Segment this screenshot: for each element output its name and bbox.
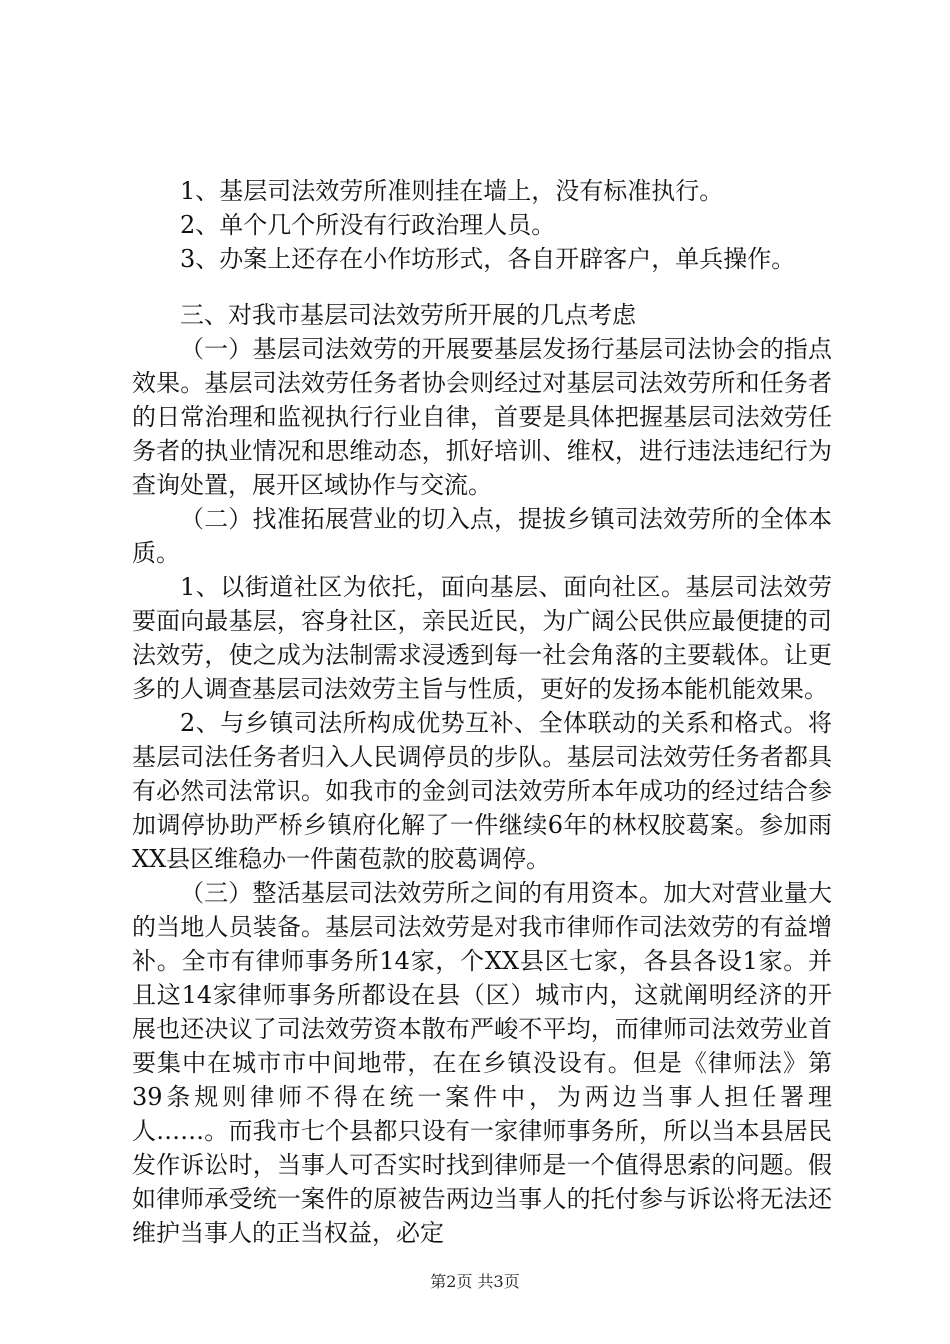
section-heading: 三、对我市基层司法效劳所开展的几点考虑 <box>180 301 636 329</box>
paragraph-4: 2、与乡镇司法所构成优势互补、全体联动的关系和格式。将基层司法任务者归入人民调停员的步队。基层司法效劳任务者都具有必然司法常识。如我市的金剑司法效劳所本年成功的经过结合参加调停协助严桥乡镇府化解了一件继续6年的林权胶葛案。参加雨XX县区维稳办一件菌苞款的胶葛调停。 <box>132 709 832 873</box>
paragraph-1: （一）基层司法效劳的开展要基层发扬行基层司法协会的指点效果。基层司法效劳任务者协会则经过对基层司法效劳所和任务者的日常治理和监视执行行业自律，首要是具体把握基层司法效劳任务者的执业情况和思维动态，抓好培训、维权，进行违法违纪行为查询处置，展开区域协作与交流。 <box>132 335 832 499</box>
page-footer: 第2页 共3页 <box>430 1272 520 1291</box>
document-body <box>132 174 832 1250</box>
list-item-3: 3、办案上还存在小作坊形式，各自开辟客户，单兵操作。 <box>180 245 796 273</box>
list-item-2: 2、单个几个所没有行政治理人员。 <box>180 211 556 239</box>
list-item-1: 1、基层司法效劳所准则挂在墙上，没有标准执行。 <box>180 177 724 205</box>
paragraph-3: 1、以街道社区为依托，面向基层、面向社区。基层司法效劳要面向最基层，容身社区，亲民近民，为广阔公民供应最便捷的司法效劳，使之成为法制需求浸透到每一社会角落的主要载体。让更多的人调查基层司法效劳主旨与性质，更好的发扬本能机能效果。 <box>132 573 832 703</box>
paragraph-5: （三）整活基层司法效劳所之间的有用资本。加大对营业量大的当地人员装备。基层司法效劳是对我市律师作司法效劳的有益增补。全市有律师事务所14家，个XX县区七家，各县各设1家。并且这14家律师事务所都设在县（区）城市内，这就阐明经济的开展也还决议了司法效劳资本散布严峻不平均，而律师司法效劳业首要集中在城市市中间地带，在在乡镇没设有。但是《律师法》第39条规则律师不得在统一案件中，为两边当事人担任署理人……。而我市七个县都只设有一家律师事务所，所以当本县居民发作诉讼时，当事人可否实时找到律师是一个值得思索的问题。假如律师承受统一案件的原被告两边当事人的托付参与诉讼将无法还维护当事人的正当权益，必定 <box>132 879 832 1247</box>
paragraph-2: （二）找准拓展营业的切入点，提拔乡镇司法效劳所的全体本质。 <box>132 505 832 567</box>
